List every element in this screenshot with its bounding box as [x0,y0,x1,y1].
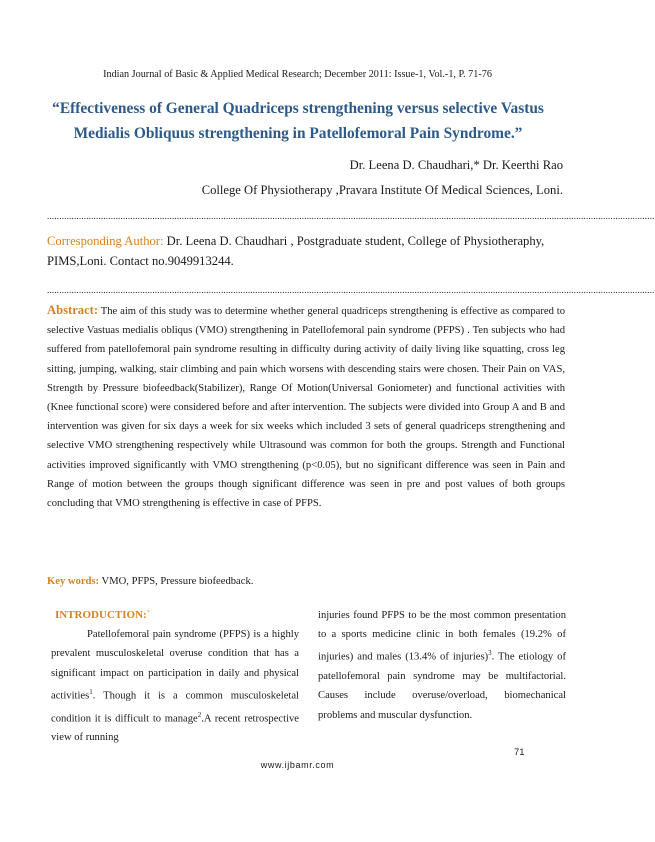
abstract-label: Abstract: [47,303,99,317]
separator-top: ........................................................................................................................................................................................................................................................ [47,211,655,221]
journal-citation: Indian Journal of Basic & Applied Medical Research; December 2011: Issue-1, Vol.-1, P. 71-76 [103,69,492,80]
citation-3: 3 [488,649,492,658]
footer-website-link[interactable]: www.ijbamr.com [260,760,335,770]
corresponding-author-label: Corresponding Author [47,234,160,248]
corresponding-author-text: Dr. Leena D. Chaudhari , Postgraduate student, College of Physiotheraphy, PIMS,Loni. Contact no.9049913244. [47,234,545,268]
keywords-text: VMO, PFPS, Pressure biofeedback. [99,576,254,587]
corresponding-author-colon: : [160,234,164,248]
introduction-heading: INTRODUCTION:` [55,609,151,621]
abstract-text: The aim of this study was to determine whether general quadriceps strengthening is effective as compared to selective Vastuas medialis obliqus (VMO) strengthening in Patellofemoral pain syndrome (PFPS) . Ten subjects who had suffered from patellofemoral pain syndrome resulting in difficulty during activity of daily living like squatting, cross leg sitting, jumping, walking, stair climbing and pain which worsens with descending stairs were chosen. Their Pain on VAS, Strength by Pressure biofeedback(Stabilizer), Range Of Motion(Universal Goniometer) and functional activities with (Knee functional score) were considered before and after intervention. The subjects were divided into Group A and B and intervention was given for six days a week for six weeks which included 3 sets of general quadriceps strengthening and selective VMO strengthening respectively while Ultrasound was common for both the groups. Strength and Functional activities improved significantly with VMO strengthening (p<0.05), but no significant difference was seen in Pain and Range of motion between the groups though significant difference was seen in pre and post values of both groups concluding that VMO strengthening is effective in case of PFPS. [47,306,565,510]
affiliation: College Of Physiotherapy ,Pravara Institute Of Medical Sciences, Loni. [201,183,563,197]
intro-left-text-c: .A recent retrospective view of running [51,713,300,744]
keywords-label: Key words: [47,576,100,587]
intro-right-text-a: injuries found PFPS to be the most common presentation to a sports medicine clinic in both females (19.2% of injuries) and males (13.4% of injuries) [318,610,566,663]
intro-left-text-a: Patellofemoral pain syndrome (PFPS) is a highly prevalent musculoskeletal overuse condition that has a significant impact on participation in daily and physical activities [51,629,299,702]
corresponding-author [47,231,553,271]
authors: Dr. Leena D. Chaudhari,* Dr. Keerthi Rao [349,158,563,172]
paper-title [20,96,576,146]
intro-right-text-b: . The etiology of patellofemoral pain syndrome may be multifactorial. Causes include overuse/overload, biomechanical problems and muscular dysfunction. [318,651,566,721]
paper-title-line-1: “Effectiveness of General Quadriceps strengthening versus selective Vastus [52,100,544,117]
introduction-right-column [318,606,566,725]
paper-title-line-2: Medialis Obliquus strengthening in Patellofemoral Pain Syndrome.” [73,125,523,142]
intro-left-text-b: . Though it is a common musculoskeletal condition it is difficult to manage [51,690,299,725]
citation-2: 2 [197,710,202,719]
abstract [47,301,565,513]
page-number: 71 [514,747,525,758]
introduction-paragraph-left [51,625,299,747]
keywords [47,576,253,587]
introduction-left-column [51,606,299,747]
separator-bottom: ........................................................................................................................................................................................................................................................ [47,285,655,295]
citation-1: 1 [89,687,93,696]
